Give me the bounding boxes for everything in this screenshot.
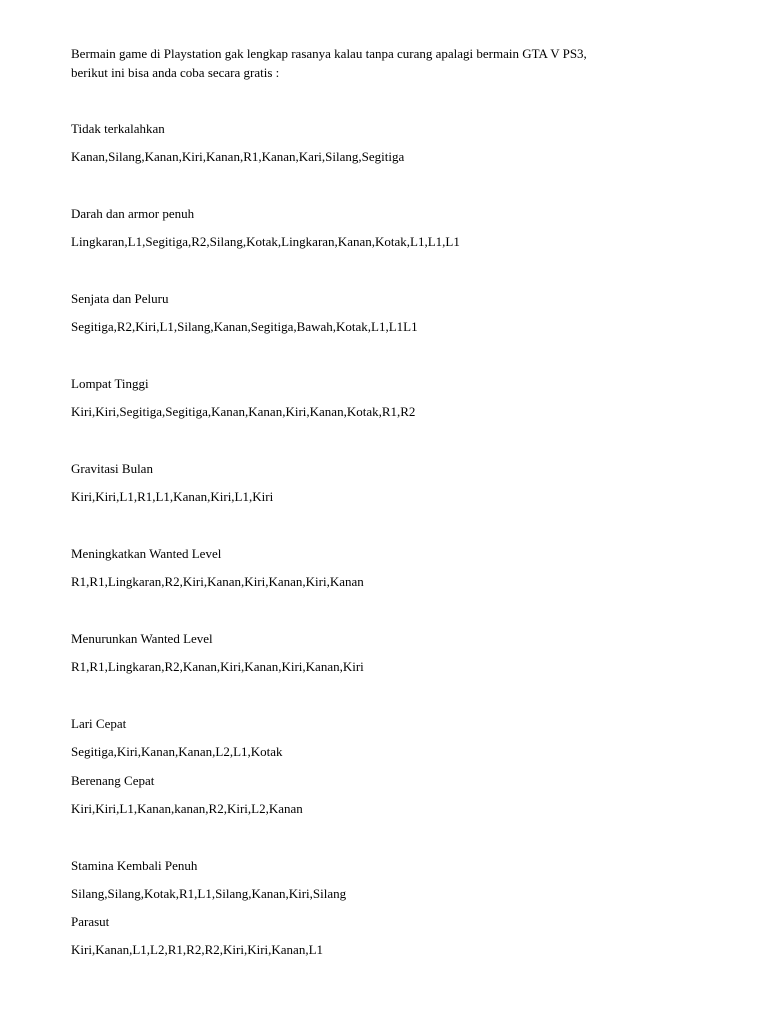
cheat-title: Darah dan armor penuh <box>71 206 195 221</box>
cheat-title: Parasut <box>71 914 110 929</box>
intro-line-1: Bermain game di Playstation gak lengkap rasanya kalau tanpa curang apalagi bermain GTA V PS3, <box>71 46 587 61</box>
cheat-code: R1,R1,Lingkaran,R2,Kanan,Kiri,Kanan,Kiri,Kanan,Kiri <box>71 659 364 674</box>
cheat-title: Meningkatkan Wanted Level <box>71 546 222 561</box>
cheat-code: Silang,Silang,Kotak,R1,L1,Silang,Kanan,Kiri,Silang <box>71 886 347 901</box>
cheat-code: Kiri,Kiri,L1,R1,L1,Kanan,Kiri,L1,Kiri <box>71 489 274 504</box>
cheat-title: Lompat Tinggi <box>71 376 149 391</box>
cheat-code: Kiri,Kiri,Segitiga,Segitiga,Kanan,Kanan,Kiri,Kanan,Kotak,R1,R2 <box>71 404 416 419</box>
cheat-code: Kanan,Silang,Kanan,Kiri,Kanan,R1,Kanan,Kari,Silang,Segitiga <box>71 149 405 164</box>
cheat-code: Segitiga,R2,Kiri,L1,Silang,Kanan,Segitiga,Bawah,Kotak,L1,L1L1 <box>71 319 418 334</box>
cheat-code: Kiri,Kiri,L1,Kanan,kanan,R2,Kiri,L2,Kanan <box>71 801 303 816</box>
intro-line-2: berikut ini bisa anda coba secara gratis : <box>71 65 280 80</box>
cheat-code: Segitiga,Kiri,Kanan,Kanan,L2,L1,Kotak <box>71 744 283 759</box>
cheat-code: R1,R1,Lingkaran,R2,Kiri,Kanan,Kiri,Kanan,Kiri,Kanan <box>71 574 364 589</box>
cheat-title: Berenang Cepat <box>71 773 155 788</box>
cheat-title: Menurunkan Wanted Level <box>71 631 213 646</box>
cheat-title: Senjata dan Peluru <box>71 291 169 306</box>
cheat-code: Kiri,Kanan,L1,L2,R1,R2,R2,Kiri,Kiri,Kanan,L1 <box>71 942 324 957</box>
cheat-title: Tidak terkalahkan <box>71 121 165 136</box>
cheat-title: Lari Cepat <box>71 716 127 731</box>
cheat-title: Stamina Kembali Penuh <box>71 858 198 873</box>
cheat-code: Lingkaran,L1,Segitiga,R2,Silang,Kotak,Lingkaran,Kanan,Kotak,L1,L1,L1 <box>71 234 460 249</box>
cheat-title: Gravitasi Bulan <box>71 461 153 476</box>
intro-paragraph <box>71 44 711 82</box>
